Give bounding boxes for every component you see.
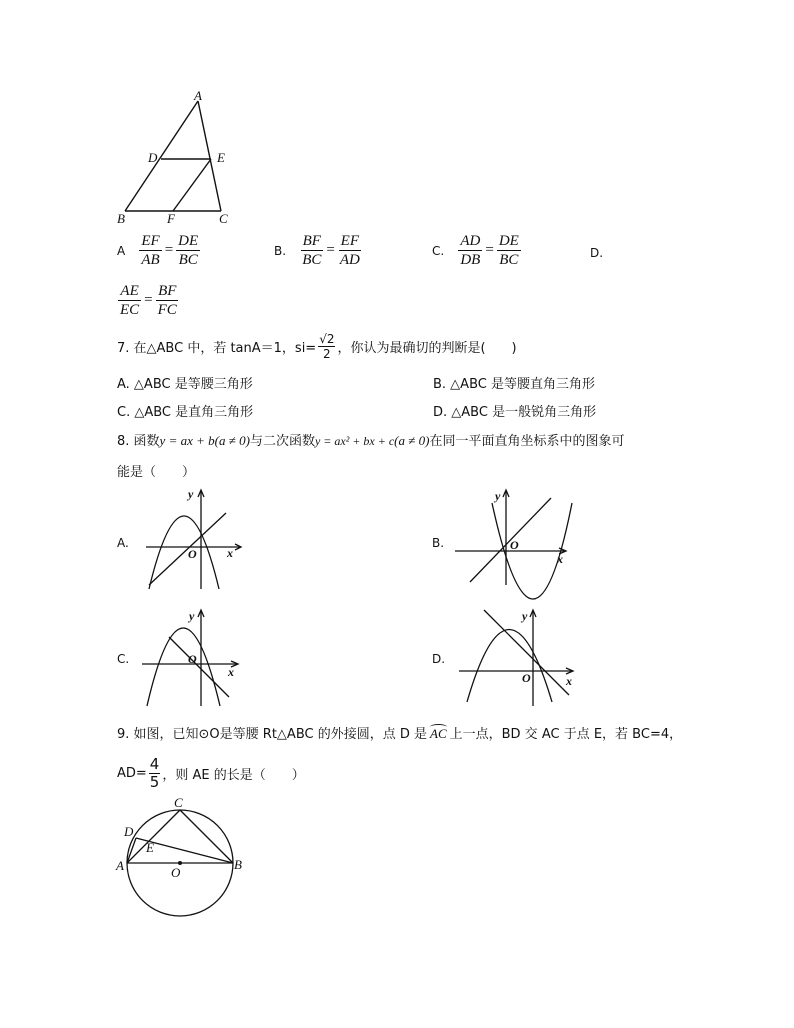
origin-label: O	[510, 538, 519, 552]
label-O: O	[171, 865, 181, 880]
y-axis-label: y	[495, 489, 501, 503]
side-bc	[180, 810, 233, 863]
q6-option-d-body[interactable]	[118, 282, 179, 319]
q9-line2-before: AD=	[117, 766, 147, 781]
denominator: BC	[178, 252, 198, 268]
origin-label: O	[522, 671, 531, 685]
q8-mid: 与二次函数	[249, 434, 315, 449]
arc-label: AC	[430, 726, 447, 741]
option-letter: D.	[590, 245, 604, 260]
equals-sign: =	[485, 242, 494, 258]
fraction	[176, 232, 200, 269]
parabola	[147, 628, 220, 706]
label-D: D	[148, 150, 158, 165]
denominator: EC	[120, 302, 140, 318]
q8-linear-func: y = ax + b	[159, 433, 215, 448]
label-C: C	[219, 211, 228, 226]
denominator: BC	[499, 252, 519, 268]
option-letter: A	[117, 243, 126, 258]
numerator: AE	[120, 283, 139, 299]
denominator: 5	[149, 773, 160, 791]
fraction	[118, 282, 141, 319]
q8-option-b-label[interactable]: B.	[432, 536, 445, 550]
q9-circle-figure	[112, 795, 252, 925]
q7-option-d[interactable]: D. △ABC 是一般锐角三角形	[433, 405, 597, 420]
q8-graph-a	[140, 485, 250, 595]
label-B: B	[117, 211, 125, 226]
q8-graph-d	[455, 605, 580, 715]
numerator: BF	[158, 283, 177, 299]
denominator: FC	[157, 302, 177, 318]
line	[169, 637, 229, 697]
label-A: A	[194, 88, 202, 103]
q7-stem-before: 7. 在△ABC 中，若 tanA＝1，si=	[117, 341, 317, 356]
origin-label: O	[188, 652, 197, 666]
arc-ac	[430, 726, 447, 742]
numerator: EF	[141, 233, 160, 249]
x-axis-label: x	[566, 674, 572, 688]
numerator: DE	[498, 233, 519, 249]
q7-stem-after: ，你认为最确切的判断是( )	[337, 341, 517, 356]
y-axis-label: y	[189, 609, 195, 623]
equals-sign: =	[326, 242, 335, 258]
q9-stem-line1	[117, 723, 682, 742]
q8-stem-line2: 能是（ ）	[117, 465, 196, 480]
label-E: E	[217, 150, 225, 165]
q9-line1-after: 上一点，BD 交 AC 于点 E，若 BC=4，	[449, 727, 683, 742]
q9-stem-line2	[117, 756, 305, 791]
equals-sign: =	[144, 292, 153, 308]
q7-stem	[117, 332, 517, 361]
side-ac	[127, 810, 180, 863]
numerator: √2	[319, 332, 335, 346]
q9-line2-after: ，则 AE 的长是（ ）	[162, 768, 305, 783]
equals-sign: =	[164, 242, 174, 258]
q8-option-a-label[interactable]: A.	[117, 536, 129, 550]
numerator: DE	[178, 233, 199, 249]
q7-option-a[interactable]: A. △ABC 是等腰三角形	[117, 377, 253, 392]
denominator: AB	[141, 252, 160, 268]
q9-line1-before: 9. 如图，已知⊙O是等腰 Rt△ABC 的外接圆，点 D 是	[117, 727, 427, 742]
option-letter: C.	[432, 243, 445, 258]
y-axis-label: y	[522, 609, 528, 623]
x-axis-label: x	[227, 546, 233, 560]
label-A: A	[116, 858, 124, 873]
label-D: D	[124, 824, 134, 839]
q8-quadratic-func: y = ax² + bx + c	[314, 434, 395, 448]
q8-cond2: (a ≠ 0)	[394, 433, 430, 448]
denominator: AD	[339, 252, 360, 268]
fraction	[156, 282, 179, 319]
label-E: E	[146, 840, 154, 855]
arc-mark	[430, 724, 447, 730]
q9-fraction	[149, 756, 161, 791]
denominator: DB	[460, 252, 481, 268]
q8-graph-c	[138, 605, 248, 715]
q8-stem	[117, 430, 624, 449]
numerator: 4	[149, 755, 160, 773]
label-B: B	[234, 857, 242, 872]
denominator: BC	[302, 252, 322, 268]
q8-option-c-label[interactable]: C.	[117, 652, 130, 666]
triangle-figure	[110, 88, 250, 228]
q6-option-d-letter[interactable]	[590, 245, 613, 260]
q8-option-d-label[interactable]: D.	[432, 652, 446, 666]
q8-graph-b	[450, 485, 575, 595]
q7-fraction	[318, 332, 335, 361]
numerator: BF	[302, 233, 321, 249]
origin-label: O	[188, 547, 197, 561]
q8-cond1: (a ≠ 0)	[214, 433, 250, 448]
q7-option-b[interactable]: B. △ABC 是等腰直角三角形	[433, 377, 595, 392]
numerator: AD	[460, 233, 481, 249]
q6-option-a[interactable]	[117, 232, 200, 269]
denominator: 2	[323, 347, 331, 361]
q6-option-b[interactable]	[274, 232, 362, 269]
q6-option-c[interactable]	[432, 232, 521, 269]
numerator: EF	[340, 233, 359, 249]
q7-option-c[interactable]: C. △ABC 是直角三角形	[117, 405, 254, 420]
q8-num: 8. 函数	[117, 434, 160, 449]
fraction	[497, 232, 521, 269]
fraction	[338, 232, 362, 269]
label-C: C	[174, 795, 183, 810]
label-F: F	[167, 211, 175, 226]
fraction	[458, 232, 482, 269]
y-axis-label: y	[188, 487, 194, 501]
q8-tail: 在同一平面直角坐标系中的图象可	[429, 434, 625, 449]
x-axis-label: x	[228, 665, 234, 679]
x-axis-label: x	[557, 552, 563, 566]
option-letter: B.	[274, 243, 287, 258]
fraction	[300, 232, 323, 269]
fraction	[139, 232, 161, 269]
